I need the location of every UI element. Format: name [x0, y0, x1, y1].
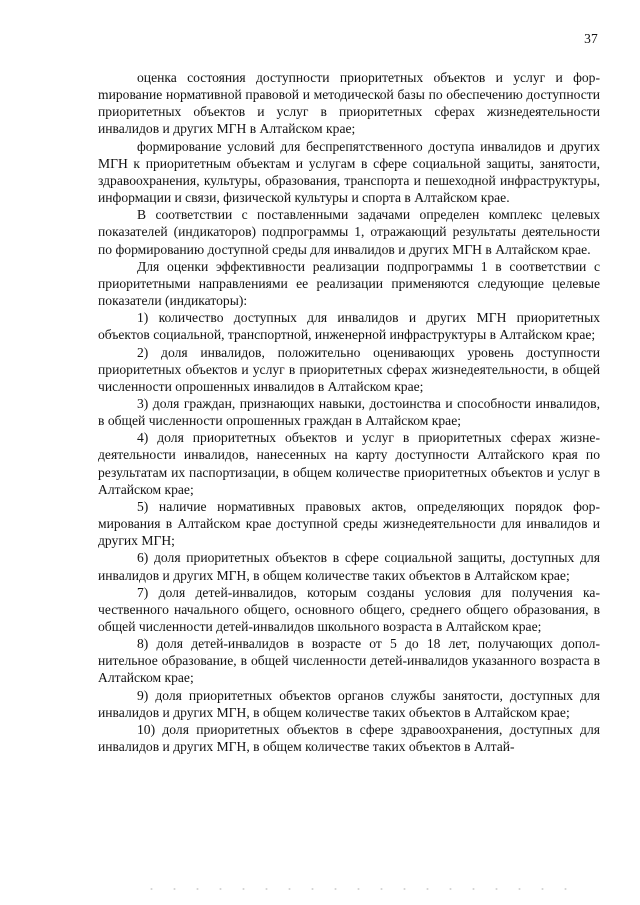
indicator-item-3: 3) доля граждан, признающих навыки, достоинства и способности инвалидов, в общей численности опрошенных граждан в Алтайском крае; — [98, 395, 600, 429]
paragraph-goal-conditions: формирование условий для беспрепятственного доступа инвалидов и других МГН к приоритетным объектам и услугам в сфере социальной защиты, занятости, здравоохранения, культуры, образования, транспорта и пешеходной инфраструктуры, информации и связи, физической культуры и спорта в Алтайском крае. — [98, 138, 600, 206]
indicator-item-9: 9) доля приоритетных объектов органов службы занятости, доступных для инвалидов и других МГН, в общем количестве таких объектов в Алтайском крае; — [98, 687, 600, 720]
indicator-item-2: 2) доля инвалидов, положительно оценивающих уровень доступности приоритетных объектов и услуг в приоритетных сферах жизнедеятельности, в общей численности опрошенных инвалидов в Алтайском крае; — [98, 344, 600, 394]
paragraph-efficiency-evaluation: Для оценки эффективности реализации подпрограммы 1 в соответствии с приоритетными направлениями ее реализации применяются следующие целевые показатели (индикаторы): — [98, 258, 600, 309]
indicator-item-5: 5) наличие нормативных правовых актов, определяющих порядок формирования в Алтайском крае доступной среды жизнедеятельности для инвалидов и других МГН; — [98, 498, 600, 549]
paragraph-goal-assessment: оценка состояния доступности приоритетных объектов и услуг и форmирование нормативной правовой и методической базы по обеспечению доступности приоритетных объектов и услуг в приоритетных сферах жизнедеятельности инвалидов и других МГН в Алтайском крае; — [98, 70, 600, 137]
page-number: 37 — [584, 31, 598, 46]
indicator-item-8: 8) доля детей-инвалидов в возрасте от 5 до 18 лет, получающих дополнительное образование, в общей численности детей-инвалидов указанного возраста в Алтайском крае; — [98, 636, 600, 686]
indicator-item-7: 7) доля детей-инвалидов, которым созданы условия для получения качественного начального общего, основного общего, среднего общего образования, в общей численности детей-инвалидов школьного возраста в Алтайском крае; — [98, 584, 600, 634]
paragraph-indicators-intro: В соответствии с поставленными задачами определен комплекс целевых показателей (индикаторов) подпрограммы 1, отражающий результаты деятельности по формированию доступной среды для инвалидов и других МГН в Алтайском крае. — [98, 207, 600, 257]
scan-artifact — [140, 887, 580, 891]
document-body — [98, 69, 600, 755]
indicator-item-1: 1) количество доступных для инвалидов и других МГН приоритетных объектов социальной, транспортной, инженерной инфраструктуры в Алтайском крае; — [98, 310, 600, 343]
indicator-item-10: 10) доля приоритетных объектов в сфере здравоохранения, доступных для инвалидов и других МГН, в общем количестве таких объектов в Алтай- — [98, 721, 600, 755]
indicator-item-4: 4) доля приоритетных объектов и услуг в приоритетных сферах жизнедеятельности инвалидов, нанесенных на карту доступности Алтайского края по результатам их паспортизации, в общем количестве приоритетных объектов и услуг в Алтайском крае; — [98, 430, 600, 497]
indicator-item-6: 6) доля приоритетных объектов в сфере социальной защиты, доступных для инвалидов и других МГН, в общем количестве таких объектов в Алтайском крае; — [98, 550, 600, 583]
